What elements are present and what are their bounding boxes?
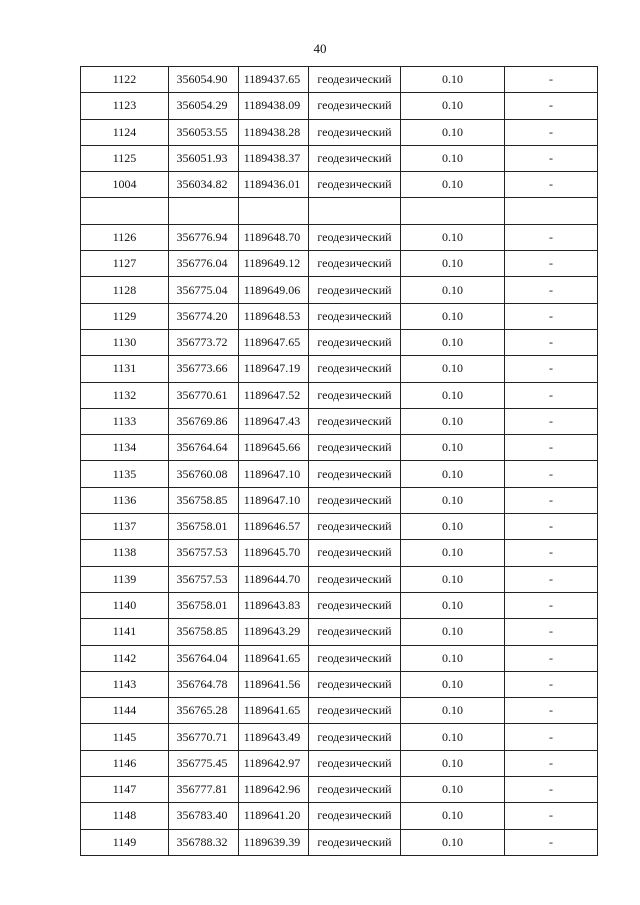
point-number-cell: 1122 [81, 67, 169, 93]
x-coordinate-cell: 356051.93 [169, 145, 239, 171]
table-row [81, 329, 598, 355]
y-coordinate-cell: 1189645.70 [239, 540, 309, 566]
x-coordinate-cell: 356054.29 [169, 93, 239, 119]
accuracy-cell: 0.10 [401, 356, 505, 382]
accuracy-cell: 0.10 [401, 540, 505, 566]
y-coordinate-cell: 1189643.49 [239, 724, 309, 750]
table-row [81, 172, 598, 198]
method-cell: геодезический [309, 303, 401, 329]
table-row [81, 514, 598, 540]
accuracy-cell: 0.10 [401, 93, 505, 119]
description-cell: - [505, 277, 598, 303]
description-cell: - [505, 540, 598, 566]
accuracy-cell: 0.10 [401, 829, 505, 855]
table-row [81, 619, 598, 645]
point-number-cell: 1137 [81, 514, 169, 540]
method-cell: геодезический [309, 803, 401, 829]
method-cell: геодезический [309, 514, 401, 540]
description-cell: - [505, 119, 598, 145]
x-coordinate-cell: 356765.28 [169, 698, 239, 724]
method-cell: геодезический [309, 592, 401, 618]
table-row [81, 829, 598, 855]
description-cell: - [505, 224, 598, 250]
accuracy-cell: 0.10 [401, 724, 505, 750]
coordinates-table [80, 66, 598, 856]
y-coordinate-cell: 1189642.96 [239, 777, 309, 803]
point-number-cell: 1132 [81, 382, 169, 408]
method-cell: геодезический [309, 829, 401, 855]
point-number-cell: 1128 [81, 277, 169, 303]
method-cell: геодезический [309, 119, 401, 145]
coordinates-table-body [81, 67, 598, 856]
table-row [81, 356, 598, 382]
method-cell: геодезический [309, 777, 401, 803]
accuracy-cell: 0.10 [401, 487, 505, 513]
accuracy-cell: 0.10 [401, 698, 505, 724]
y-coordinate-cell: 1189642.97 [239, 750, 309, 776]
method-cell: геодезический [309, 145, 401, 171]
description-cell: - [505, 303, 598, 329]
point-number-cell: 1123 [81, 93, 169, 119]
point-number-cell: 1134 [81, 435, 169, 461]
description-cell: - [505, 592, 598, 618]
y-coordinate-cell: 1189648.70 [239, 224, 309, 250]
description-cell: - [505, 514, 598, 540]
point-number-cell: 1140 [81, 592, 169, 618]
table-row [81, 803, 598, 829]
y-coordinate-cell: 1189646.57 [239, 514, 309, 540]
point-number-cell: 1146 [81, 750, 169, 776]
table-row [81, 487, 598, 513]
table-row [81, 671, 598, 697]
point-number-cell: 1142 [81, 645, 169, 671]
accuracy-cell: 0.10 [401, 461, 505, 487]
y-coordinate-cell: 1189639.39 [239, 829, 309, 855]
accuracy-cell: 0.10 [401, 329, 505, 355]
x-coordinate-cell: 356760.08 [169, 461, 239, 487]
accuracy-cell: 0.10 [401, 671, 505, 697]
accuracy-cell: 0.10 [401, 803, 505, 829]
description-cell: - [505, 251, 598, 277]
accuracy-cell: 0.10 [401, 67, 505, 93]
point-number-cell: 1149 [81, 829, 169, 855]
method-cell: геодезический [309, 540, 401, 566]
point-number-cell: 1129 [81, 303, 169, 329]
x-coordinate-cell: 356764.78 [169, 671, 239, 697]
y-coordinate-cell: 1189643.29 [239, 619, 309, 645]
x-coordinate-cell: 356773.66 [169, 356, 239, 382]
x-coordinate-cell: 356776.04 [169, 251, 239, 277]
description-cell: - [505, 777, 598, 803]
method-cell: геодезический [309, 172, 401, 198]
point-number-cell: 1125 [81, 145, 169, 171]
method-cell: геодезический [309, 356, 401, 382]
x-coordinate-cell: 356783.40 [169, 803, 239, 829]
point-number-cell: 1135 [81, 461, 169, 487]
x-coordinate-cell: 356764.04 [169, 645, 239, 671]
accuracy-cell: 0.10 [401, 514, 505, 540]
x-coordinate-cell: 356053.55 [169, 119, 239, 145]
x-coordinate-cell: 356775.04 [169, 277, 239, 303]
accuracy-cell: 0.10 [401, 145, 505, 171]
description-cell: - [505, 172, 598, 198]
y-coordinate-cell: 1189644.70 [239, 566, 309, 592]
method-cell: геодезический [309, 251, 401, 277]
x-coordinate-cell: 356777.81 [169, 777, 239, 803]
point-number-cell [81, 198, 169, 224]
x-coordinate-cell: 356788.32 [169, 829, 239, 855]
point-number-cell: 1124 [81, 119, 169, 145]
x-coordinate-cell: 356758.85 [169, 487, 239, 513]
point-number-cell: 1141 [81, 619, 169, 645]
x-coordinate-cell: 356034.82 [169, 172, 239, 198]
accuracy-cell: 0.10 [401, 251, 505, 277]
x-coordinate-cell: 356769.86 [169, 408, 239, 434]
point-number-cell: 1144 [81, 698, 169, 724]
method-cell: геодезический [309, 724, 401, 750]
accuracy-cell: 0.10 [401, 435, 505, 461]
method-cell: геодезический [309, 750, 401, 776]
x-coordinate-cell: 356770.61 [169, 382, 239, 408]
method-cell: геодезический [309, 329, 401, 355]
method-cell: геодезический [309, 619, 401, 645]
method-cell: геодезический [309, 382, 401, 408]
description-cell: - [505, 461, 598, 487]
table-row [81, 698, 598, 724]
accuracy-cell: 0.10 [401, 408, 505, 434]
x-coordinate-cell: 356758.85 [169, 619, 239, 645]
method-cell: геодезический [309, 487, 401, 513]
description-cell: - [505, 93, 598, 119]
accuracy-cell: 0.10 [401, 382, 505, 408]
point-number-cell: 1127 [81, 251, 169, 277]
x-coordinate-cell: 356764.64 [169, 435, 239, 461]
table-row [81, 435, 598, 461]
table-row [81, 724, 598, 750]
method-cell: геодезический [309, 645, 401, 671]
accuracy-cell: 0.10 [401, 277, 505, 303]
table-row [81, 303, 598, 329]
point-number-cell: 1136 [81, 487, 169, 513]
y-coordinate-cell: 1189641.65 [239, 698, 309, 724]
accuracy-cell: 0.10 [401, 172, 505, 198]
y-coordinate-cell: 1189436.01 [239, 172, 309, 198]
y-coordinate-cell: 1189647.10 [239, 487, 309, 513]
table-row [81, 408, 598, 434]
table-row [81, 224, 598, 250]
x-coordinate-cell: 356770.71 [169, 724, 239, 750]
accuracy-cell: 0.10 [401, 777, 505, 803]
table-row [81, 67, 598, 93]
y-coordinate-cell: 1189641.56 [239, 671, 309, 697]
method-cell: геодезический [309, 277, 401, 303]
y-coordinate-cell: 1189647.43 [239, 408, 309, 434]
point-number-cell: 1139 [81, 566, 169, 592]
method-cell [309, 198, 401, 224]
point-number-cell: 1004 [81, 172, 169, 198]
description-cell: - [505, 67, 598, 93]
table-row [81, 592, 598, 618]
y-coordinate-cell: 1189438.37 [239, 145, 309, 171]
x-coordinate-cell: 356758.01 [169, 514, 239, 540]
table-row [81, 93, 598, 119]
y-coordinate-cell: 1189647.19 [239, 356, 309, 382]
table-row [81, 540, 598, 566]
description-cell: - [505, 145, 598, 171]
description-cell: - [505, 803, 598, 829]
description-cell: - [505, 645, 598, 671]
page-number: 40 [313, 41, 327, 56]
point-number-cell: 1138 [81, 540, 169, 566]
x-coordinate-cell: 356776.94 [169, 224, 239, 250]
description-cell: - [505, 356, 598, 382]
accuracy-cell [401, 198, 505, 224]
point-number-cell: 1130 [81, 329, 169, 355]
y-coordinate-cell: 1189641.65 [239, 645, 309, 671]
method-cell: геодезический [309, 435, 401, 461]
point-number-cell: 1133 [81, 408, 169, 434]
description-cell: - [505, 408, 598, 434]
point-number-cell: 1147 [81, 777, 169, 803]
x-coordinate-cell: 356758.01 [169, 592, 239, 618]
x-coordinate-cell: 356775.45 [169, 750, 239, 776]
x-coordinate-cell: 356757.53 [169, 540, 239, 566]
description-cell [505, 198, 598, 224]
x-coordinate-cell: 356757.53 [169, 566, 239, 592]
y-coordinate-cell: 1189641.20 [239, 803, 309, 829]
method-cell: геодезический [309, 67, 401, 93]
table-row [81, 777, 598, 803]
x-coordinate-cell: 356774.20 [169, 303, 239, 329]
table-row [81, 251, 598, 277]
table-row [81, 566, 598, 592]
point-number-cell: 1145 [81, 724, 169, 750]
accuracy-cell: 0.10 [401, 119, 505, 145]
y-coordinate-cell: 1189649.06 [239, 277, 309, 303]
accuracy-cell: 0.10 [401, 750, 505, 776]
method-cell: геодезический [309, 566, 401, 592]
description-cell: - [505, 750, 598, 776]
description-cell: - [505, 435, 598, 461]
description-cell: - [505, 619, 598, 645]
table-row [81, 145, 598, 171]
method-cell: геодезический [309, 461, 401, 487]
y-coordinate-cell: 1189647.52 [239, 382, 309, 408]
method-cell: геодезический [309, 93, 401, 119]
point-number-cell: 1131 [81, 356, 169, 382]
y-coordinate-cell: 1189438.09 [239, 93, 309, 119]
table-row [81, 382, 598, 408]
x-coordinate-cell: 356054.90 [169, 67, 239, 93]
accuracy-cell: 0.10 [401, 592, 505, 618]
table-row [81, 119, 598, 145]
x-coordinate-cell: 356773.72 [169, 329, 239, 355]
description-cell: - [505, 382, 598, 408]
y-coordinate-cell: 1189649.12 [239, 251, 309, 277]
y-coordinate-cell: 1189437.65 [239, 67, 309, 93]
description-cell: - [505, 698, 598, 724]
y-coordinate-cell: 1189647.65 [239, 329, 309, 355]
description-cell: - [505, 829, 598, 855]
table-row [81, 277, 598, 303]
point-number-cell: 1126 [81, 224, 169, 250]
description-cell: - [505, 566, 598, 592]
method-cell: геодезический [309, 671, 401, 697]
table-row [81, 461, 598, 487]
x-coordinate-cell [169, 198, 239, 224]
accuracy-cell: 0.10 [401, 645, 505, 671]
description-cell: - [505, 487, 598, 513]
point-number-cell: 1148 [81, 803, 169, 829]
table-row [81, 645, 598, 671]
method-cell: геодезический [309, 224, 401, 250]
y-coordinate-cell: 1189643.83 [239, 592, 309, 618]
y-coordinate-cell [239, 198, 309, 224]
table-row [81, 198, 598, 224]
method-cell: геодезический [309, 698, 401, 724]
point-number-cell: 1143 [81, 671, 169, 697]
y-coordinate-cell: 1189645.66 [239, 435, 309, 461]
y-coordinate-cell: 1189648.53 [239, 303, 309, 329]
accuracy-cell: 0.10 [401, 303, 505, 329]
table-row [81, 750, 598, 776]
y-coordinate-cell: 1189438.28 [239, 119, 309, 145]
accuracy-cell: 0.10 [401, 224, 505, 250]
accuracy-cell: 0.10 [401, 619, 505, 645]
description-cell: - [505, 329, 598, 355]
description-cell: - [505, 671, 598, 697]
accuracy-cell: 0.10 [401, 566, 505, 592]
y-coordinate-cell: 1189647.10 [239, 461, 309, 487]
method-cell: геодезический [309, 408, 401, 434]
description-cell: - [505, 724, 598, 750]
